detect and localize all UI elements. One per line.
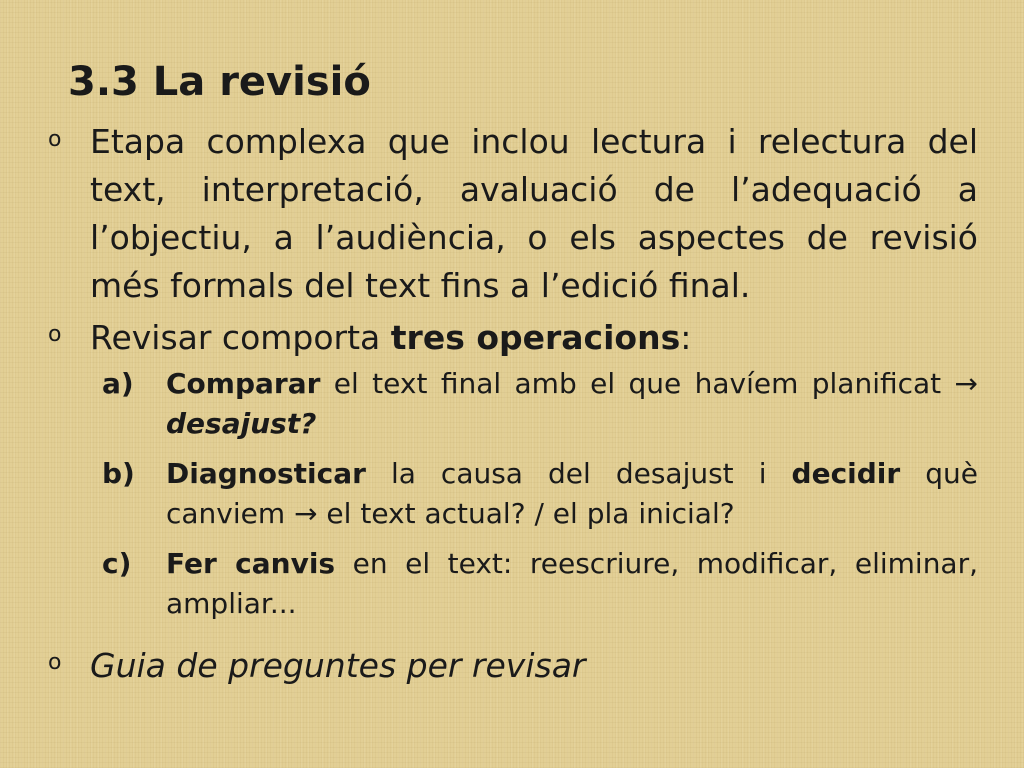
sub-item-question: desajust? bbox=[166, 407, 317, 440]
slide-title: 3.3 La revisió bbox=[68, 59, 371, 105]
circle-bullet-icon: o bbox=[48, 322, 62, 347]
sub-item-label: c) bbox=[102, 547, 132, 580]
sub-item-keyword: Fer canvis bbox=[166, 547, 336, 580]
sub-item-fer-canvis bbox=[102, 544, 978, 624]
sub-item-body: la causa del desajust i bbox=[365, 457, 792, 490]
sub-item-keyword-2: decidir bbox=[791, 457, 901, 490]
sub-item-text bbox=[166, 454, 978, 534]
sub-item-label: b) bbox=[102, 457, 135, 490]
slide-content bbox=[46, 118, 978, 690]
sub-item-text bbox=[166, 364, 978, 444]
bullet-item-revisar bbox=[46, 314, 978, 624]
bullet-item-etapa bbox=[46, 118, 978, 310]
arrow-right-icon: → bbox=[954, 367, 978, 400]
sub-item-body: el text final amb el que havíem planificat bbox=[320, 367, 955, 400]
sub-item-keyword: Diagnosticar bbox=[166, 457, 366, 490]
bullet-text: Etapa complexa que inclou lectura i relectura del text, interpretació, avaluació de l’adequació a l’objectiu, a l’audiència, o els aspectes de revisió més formals del text fins a l’edició final. bbox=[90, 122, 978, 305]
sub-item-body-3: el text actual? / el pla inicial? bbox=[317, 497, 735, 530]
bullet-text-start: Revisar comporta bbox=[90, 318, 391, 357]
bullet-text-emphasis: tres operacions bbox=[390, 318, 681, 357]
circle-bullet-icon: o bbox=[48, 650, 62, 675]
sub-list bbox=[90, 364, 978, 624]
sub-item-text bbox=[166, 544, 978, 624]
sub-item-body: en el text: reescriure, modificar, eliminar, ampliar... bbox=[166, 547, 979, 620]
sub-item-diagnosticar bbox=[102, 454, 978, 534]
bullet-text-end: : bbox=[680, 318, 692, 357]
sub-item-comparar bbox=[102, 364, 978, 444]
bullet-text bbox=[90, 314, 978, 362]
sub-item-body-2: què canviem bbox=[166, 457, 979, 530]
sub-item-keyword: Comparar bbox=[166, 367, 321, 400]
sub-item-label: a) bbox=[102, 367, 134, 400]
arrow-right-icon: → bbox=[294, 497, 318, 530]
bullet-text: Guia de preguntes per revisar bbox=[90, 646, 586, 685]
circle-bullet-icon: o bbox=[48, 127, 62, 152]
bullet-item-guia bbox=[46, 642, 978, 690]
